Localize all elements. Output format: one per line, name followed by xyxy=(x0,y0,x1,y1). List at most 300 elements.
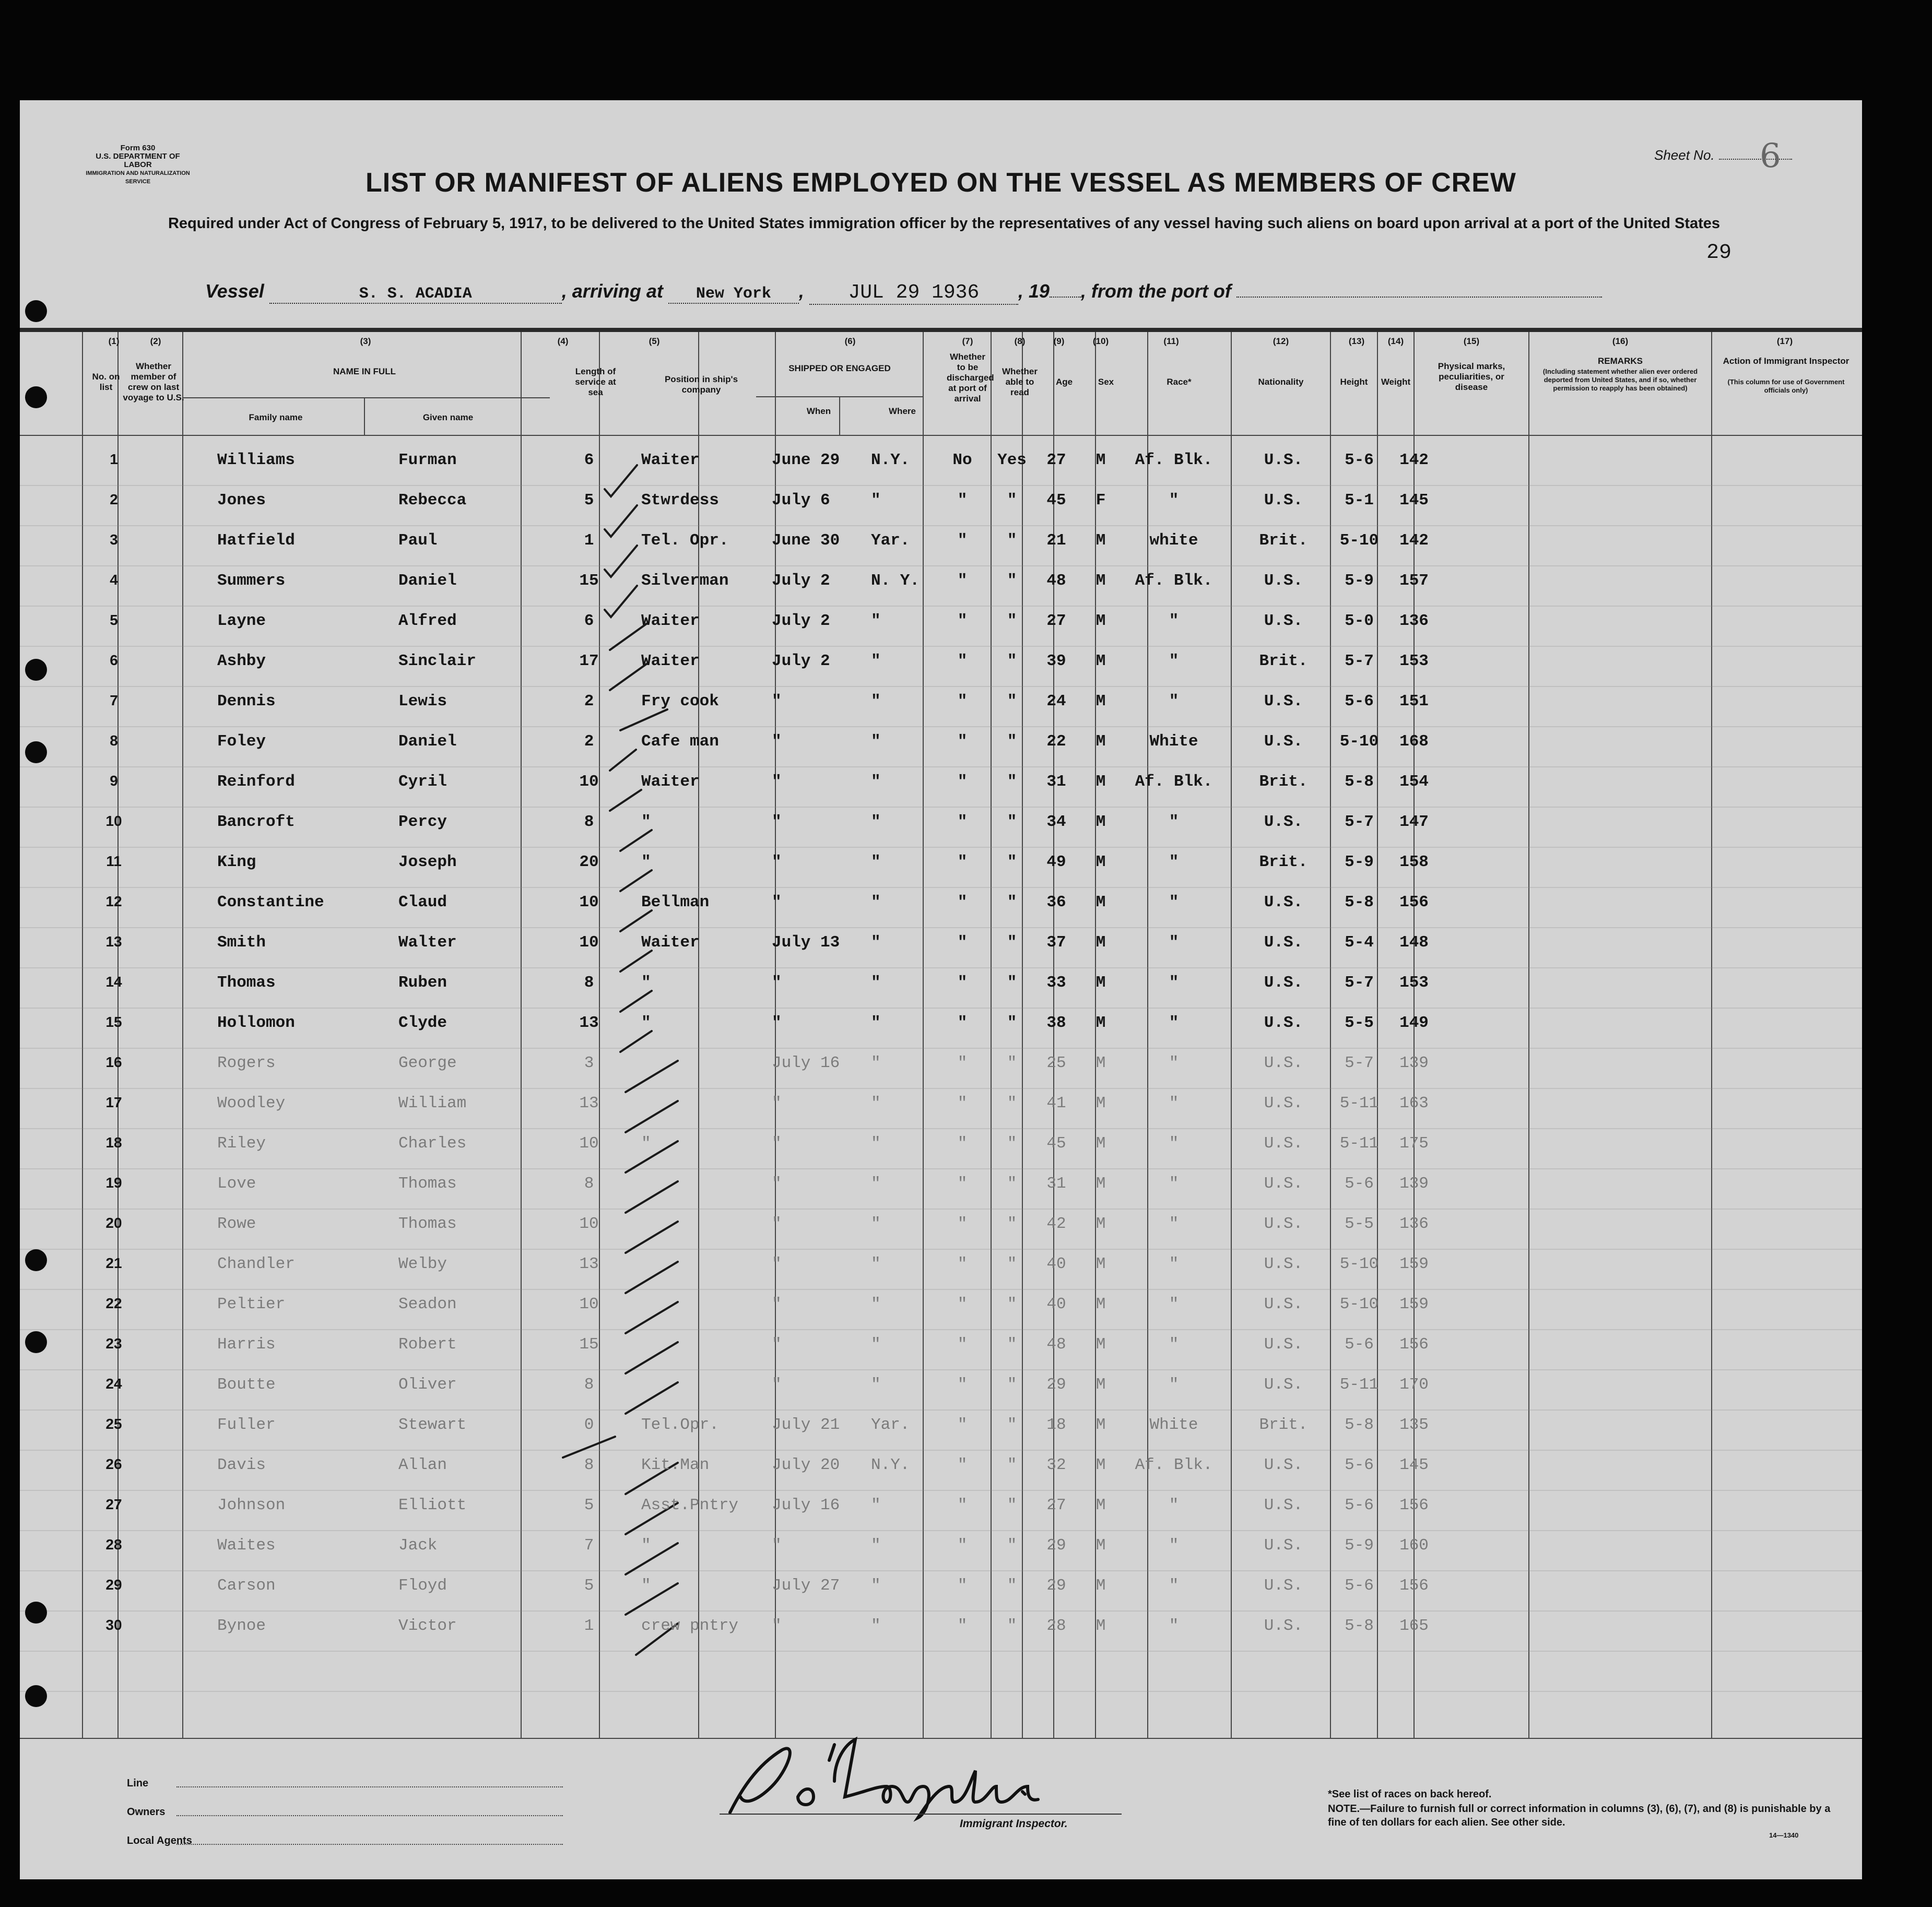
age: 27 xyxy=(1046,451,1066,469)
weight: 139 xyxy=(1399,1054,1429,1072)
to-be-discharged: " xyxy=(957,1416,968,1434)
length-of-service: 17 xyxy=(579,652,599,670)
shipped-when: July 20 xyxy=(772,1456,840,1474)
nationality: U.S. xyxy=(1264,1496,1303,1514)
nationality: U.S. xyxy=(1264,1577,1303,1595)
table-row xyxy=(20,491,1862,531)
height: 5-9 xyxy=(1345,853,1374,871)
shipped-where: " xyxy=(871,732,881,751)
table-row xyxy=(20,974,1862,1014)
col-head-last-voyage: Whether member of crew on last voyage to U.S. xyxy=(123,361,184,402)
height: 5-8 xyxy=(1345,1617,1374,1635)
to-be-discharged: " xyxy=(957,974,968,992)
to-be-discharged: " xyxy=(957,853,968,871)
nationality: U.S. xyxy=(1264,692,1303,710)
height: 5-1 xyxy=(1345,491,1374,510)
col-head-inspector-action: Action of Immigrant Inspector xyxy=(1723,356,1849,366)
manifest-subtitle: Required under Act of Congress of February 5, 1917, to be delivered to the United States immigration officer by the representatives of any vessel having such aliens on board upon arrival at a port of the United States xyxy=(168,215,1721,232)
height: 5-11 xyxy=(1339,1134,1379,1153)
height: 5-6 xyxy=(1345,1335,1374,1354)
shipped-where: " xyxy=(871,773,881,791)
sex: M xyxy=(1095,974,1106,992)
col-head-weight: Weight xyxy=(1381,377,1411,387)
shipped-when: July 27 xyxy=(772,1577,840,1595)
to-be-discharged: " xyxy=(957,1094,968,1112)
position: Waiter xyxy=(641,612,700,630)
sex: M xyxy=(1095,933,1106,952)
race: " xyxy=(1169,652,1179,670)
table-row xyxy=(20,1456,1862,1496)
shipped-where: " xyxy=(871,1536,881,1555)
row-number: 26 xyxy=(105,1456,122,1472)
given-name: Charles xyxy=(398,1134,467,1153)
position: " xyxy=(641,813,651,831)
position: Tel. Opr. xyxy=(641,531,729,550)
family-name: Williams xyxy=(217,451,295,469)
col-num-1: (1) xyxy=(108,336,120,346)
table-row xyxy=(20,1014,1862,1054)
given-name: Thomas xyxy=(398,1215,457,1233)
length-of-service: 8 xyxy=(584,813,594,831)
race: White xyxy=(1149,1416,1198,1434)
family-name: King xyxy=(217,853,256,871)
family-name: Hollomon xyxy=(217,1014,295,1032)
able-to-read: " xyxy=(1007,1094,1017,1112)
table-row xyxy=(20,1134,1862,1175)
sex: M xyxy=(1095,773,1106,791)
nationality: U.S. xyxy=(1264,1456,1303,1474)
family-name: Hatfield xyxy=(217,531,295,550)
col-num-9: (9) xyxy=(1053,336,1065,346)
length-of-service: 3 xyxy=(584,1054,594,1072)
able-to-read: " xyxy=(1007,572,1017,590)
age: 38 xyxy=(1046,1014,1066,1032)
nationality: U.S. xyxy=(1264,1134,1303,1153)
nationality: Brit. xyxy=(1259,1416,1308,1434)
table-row xyxy=(20,893,1862,933)
from-port-label: , from the port of xyxy=(1080,280,1231,302)
length-of-service: 0 xyxy=(584,1416,594,1434)
row-number: 18 xyxy=(105,1134,122,1151)
position: Waiter xyxy=(641,451,700,469)
shipped-when: " xyxy=(772,853,782,871)
given-name: Victor xyxy=(398,1617,457,1635)
age: 31 xyxy=(1046,773,1066,791)
race: " xyxy=(1169,1617,1179,1635)
nationality: U.S. xyxy=(1264,612,1303,630)
length-of-service: 5 xyxy=(584,1496,594,1514)
table-row xyxy=(20,933,1862,974)
punch-hole xyxy=(25,300,47,322)
age: 45 xyxy=(1046,1134,1066,1153)
position: Bellman xyxy=(641,893,710,911)
row-number: 21 xyxy=(105,1255,122,1271)
given-name: Stewart xyxy=(398,1416,467,1434)
nationality: U.S. xyxy=(1264,1014,1303,1032)
shipped-where: " xyxy=(871,813,881,831)
shipped-where: " xyxy=(871,1376,881,1394)
row-number: 17 xyxy=(105,1094,122,1110)
shipped-where: " xyxy=(871,933,881,952)
to-be-discharged: " xyxy=(957,893,968,911)
able-to-read: " xyxy=(1007,853,1017,871)
row-number: 28 xyxy=(105,1536,122,1553)
given-name: Allan xyxy=(398,1456,447,1474)
given-name: Floyd xyxy=(398,1577,447,1595)
to-be-discharged: " xyxy=(957,1134,968,1153)
given-name: Cyril xyxy=(398,773,447,791)
position: " xyxy=(641,853,651,871)
sex: M xyxy=(1095,1617,1106,1635)
family-name: Summers xyxy=(217,572,286,590)
sex: M xyxy=(1095,1295,1106,1313)
table-row xyxy=(20,1295,1862,1335)
shipped-when: June 30 xyxy=(772,531,840,550)
family-name: Chandler xyxy=(217,1255,295,1273)
table-row xyxy=(20,1376,1862,1416)
height: 5-5 xyxy=(1345,1014,1374,1032)
sex: M xyxy=(1095,1014,1106,1032)
punch-hole xyxy=(25,1331,47,1353)
race: " xyxy=(1169,1134,1179,1153)
height: 5-7 xyxy=(1345,813,1374,831)
family-name: Layne xyxy=(217,612,266,630)
nationality: U.S. xyxy=(1264,893,1303,911)
length-of-service: 10 xyxy=(579,1215,599,1233)
sex: M xyxy=(1095,692,1106,710)
age: 27 xyxy=(1046,1496,1066,1514)
shipped-where: " xyxy=(871,612,881,630)
shipped-when: July 6 xyxy=(772,491,830,510)
shipped-when: " xyxy=(772,1376,782,1394)
weight: 159 xyxy=(1399,1255,1429,1273)
vessel-line: Vessel S. S. ACADIA , arriving at New York , JUL 29 1936 , 19 , from the port of xyxy=(205,280,1602,305)
race: " xyxy=(1169,813,1179,831)
race: white xyxy=(1149,531,1198,550)
height: 5-7 xyxy=(1345,1054,1374,1072)
length-of-service: 7 xyxy=(584,1536,594,1555)
punch-hole xyxy=(25,1249,47,1271)
able-to-read: " xyxy=(1007,933,1017,952)
row-number: 11 xyxy=(106,853,122,869)
race: Af. Blk. xyxy=(1135,773,1213,791)
shipped-when: " xyxy=(772,773,782,791)
shipped-when: July 16 xyxy=(772,1496,840,1514)
table-row xyxy=(20,451,1862,491)
col-num-7: (7) xyxy=(962,336,973,346)
weight: 163 xyxy=(1399,1094,1429,1112)
able-to-read: " xyxy=(1007,1134,1017,1153)
length-of-service: 10 xyxy=(579,933,599,952)
to-be-discharged: " xyxy=(957,1054,968,1072)
given-name: Daniel xyxy=(398,572,457,590)
weight: 175 xyxy=(1399,1134,1429,1153)
given-name: Joseph xyxy=(398,853,457,871)
row-number: 8 xyxy=(110,732,118,749)
age: 22 xyxy=(1046,732,1066,751)
to-be-discharged: " xyxy=(957,1175,968,1193)
nationality: U.S. xyxy=(1264,732,1303,751)
race: " xyxy=(1169,1376,1179,1394)
col-head-remarks: REMARKS xyxy=(1598,356,1643,366)
weight: 149 xyxy=(1399,1014,1429,1032)
able-to-read: " xyxy=(1007,1175,1017,1193)
race: Af. Blk. xyxy=(1135,572,1213,590)
col-num-8: (8) xyxy=(1014,336,1026,346)
age: 42 xyxy=(1046,1215,1066,1233)
sex: M xyxy=(1095,1496,1106,1514)
shipped-when: " xyxy=(772,1536,782,1555)
weight: 170 xyxy=(1399,1376,1429,1394)
col-num-6: (6) xyxy=(844,336,856,346)
table-row xyxy=(20,1416,1862,1456)
row-number: 19 xyxy=(105,1175,122,1191)
shipped-when: " xyxy=(772,1255,782,1273)
table-row xyxy=(20,773,1862,813)
row-number: 29 xyxy=(105,1577,122,1593)
shipped-where: N.Y. xyxy=(871,1456,910,1474)
shipped-when: " xyxy=(772,1134,782,1153)
table-row xyxy=(20,1175,1862,1215)
length-of-service: 8 xyxy=(584,1175,594,1193)
col-head-nationality: Nationality xyxy=(1258,377,1304,387)
shipped-where: Yar. xyxy=(871,531,910,550)
shipped-when: " xyxy=(772,1215,782,1233)
position: Waiter xyxy=(641,652,700,670)
length-of-service: 2 xyxy=(584,692,594,710)
sex: M xyxy=(1095,1577,1106,1595)
to-be-discharged: " xyxy=(957,652,968,670)
row-number: 5 xyxy=(110,612,118,628)
race: " xyxy=(1169,1255,1179,1273)
row-number: 16 xyxy=(105,1054,122,1070)
table-row xyxy=(20,1617,1862,1657)
length-of-service: 20 xyxy=(579,853,599,871)
length-of-service: 13 xyxy=(579,1094,599,1112)
family-name: Davis xyxy=(217,1456,266,1474)
shipped-where: " xyxy=(871,1014,881,1032)
year-label: , 19 xyxy=(1018,280,1050,302)
sex: M xyxy=(1095,652,1106,670)
given-name: Jack xyxy=(398,1536,438,1555)
age: 29 xyxy=(1046,1376,1066,1394)
race-note: *See list of races on back hereof. xyxy=(1328,1788,1492,1800)
given-name: Oliver xyxy=(398,1376,457,1394)
family-name: Bancroft xyxy=(217,813,295,831)
given-name: Thomas xyxy=(398,1175,457,1193)
race: " xyxy=(1169,692,1179,710)
able-to-read: " xyxy=(1007,1536,1017,1555)
given-name: Alfred xyxy=(398,612,457,630)
height: 5-11 xyxy=(1339,1376,1379,1394)
able-to-read: " xyxy=(1007,1054,1017,1072)
given-name: Furman xyxy=(398,451,457,469)
position: Waiter xyxy=(641,773,700,791)
col-head-name-in-full: NAME IN FULL xyxy=(333,366,396,376)
sex: M xyxy=(1095,1255,1106,1273)
age: 21 xyxy=(1046,531,1066,550)
table-row xyxy=(20,652,1862,692)
able-to-read: " xyxy=(1007,1335,1017,1354)
service-name: IMMIGRATION AND NATURALIZATION SERVICE xyxy=(86,170,190,185)
height: 5-6 xyxy=(1345,692,1374,710)
given-name: Elliott xyxy=(398,1496,467,1514)
row-number: 24 xyxy=(105,1376,122,1392)
sex: M xyxy=(1095,572,1106,590)
weight: 135 xyxy=(1399,1416,1429,1434)
table-row xyxy=(20,572,1862,612)
age: 33 xyxy=(1046,974,1066,992)
family-name: Foley xyxy=(217,732,266,751)
shipped-when: " xyxy=(772,1295,782,1313)
position: crew pntry xyxy=(641,1617,739,1635)
family-name: Woodley xyxy=(217,1094,286,1112)
local-agents-label: Local Agents xyxy=(127,1835,192,1846)
able-to-read: " xyxy=(1007,732,1017,751)
length-of-service: 2 xyxy=(584,732,594,751)
weight: 156 xyxy=(1399,1335,1429,1354)
family-name: Rogers xyxy=(217,1054,276,1072)
age: 40 xyxy=(1046,1255,1066,1273)
shipped-where: " xyxy=(871,692,881,710)
col-sub-where: Where xyxy=(889,406,916,416)
length-of-service: 1 xyxy=(584,1617,594,1635)
age: 27 xyxy=(1046,612,1066,630)
sex: M xyxy=(1095,1456,1106,1474)
local-agents-blank xyxy=(176,1844,563,1845)
given-name: Claud xyxy=(398,893,447,911)
family-name: Rowe xyxy=(217,1215,256,1233)
length-of-service: 5 xyxy=(584,491,594,510)
shipped-when: " xyxy=(772,813,782,831)
to-be-discharged: " xyxy=(957,732,968,751)
weight: 160 xyxy=(1399,1536,1429,1555)
weight: 156 xyxy=(1399,1577,1429,1595)
length-of-service: 1 xyxy=(584,531,594,550)
col-num-3: (3) xyxy=(360,336,371,346)
nationality: U.S. xyxy=(1264,1094,1303,1112)
shipped-when: " xyxy=(772,893,782,911)
shipped-when: " xyxy=(772,692,782,710)
family-name: Smith xyxy=(217,933,266,952)
col-head-physical-marks: Physical marks, peculiarities, or disease xyxy=(1438,361,1505,392)
to-be-discharged: No xyxy=(952,451,972,469)
col-head-length-service: Length of service at sea xyxy=(575,366,616,397)
race: " xyxy=(1169,1215,1179,1233)
shipped-where: " xyxy=(871,1335,881,1354)
position: Cafe man xyxy=(641,732,719,751)
col-head-race: Race* xyxy=(1167,377,1192,387)
header-rule xyxy=(20,328,1862,332)
col-sub-remarks-note: (Including statement whether alien ever ordered deported from United States, and if so, whether permission to reapply has been obtained) xyxy=(1542,368,1698,392)
sex: M xyxy=(1095,1094,1106,1112)
row-number: 30 xyxy=(105,1617,122,1633)
line-label: Line xyxy=(127,1778,149,1789)
age: 29 xyxy=(1046,1577,1066,1595)
height: 5-8 xyxy=(1345,893,1374,911)
sex: M xyxy=(1095,893,1106,911)
weight: 154 xyxy=(1399,773,1429,791)
col-head-sex: Sex xyxy=(1098,377,1114,387)
race: " xyxy=(1169,853,1179,871)
race: " xyxy=(1169,1295,1179,1313)
sheet-number-value: 6 xyxy=(1760,137,1781,175)
able-to-read: " xyxy=(1007,1416,1017,1434)
row-number: 3 xyxy=(110,531,118,548)
row-number: 1 xyxy=(110,451,118,467)
age: 24 xyxy=(1046,692,1066,710)
height: 5-6 xyxy=(1345,1456,1374,1474)
length-of-service: 8 xyxy=(584,1376,594,1394)
col-num-13: (13) xyxy=(1348,336,1365,346)
family-name: Riley xyxy=(217,1134,266,1153)
shipped-when: " xyxy=(772,732,782,751)
race: " xyxy=(1169,1094,1179,1112)
age: 48 xyxy=(1046,1335,1066,1354)
height: 5-5 xyxy=(1345,1215,1374,1233)
to-be-discharged: " xyxy=(957,491,968,510)
length-of-service: 8 xyxy=(584,1456,594,1474)
weight: 156 xyxy=(1399,1496,1429,1514)
shipped-when: July 16 xyxy=(772,1054,840,1072)
shipped-where: " xyxy=(871,974,881,992)
position: " xyxy=(641,974,651,992)
weight: 168 xyxy=(1399,732,1429,751)
col-sub-family-name: Family name xyxy=(249,412,303,422)
age: 36 xyxy=(1046,893,1066,911)
nationality: U.S. xyxy=(1264,1376,1303,1394)
shipped-where: " xyxy=(871,1175,881,1193)
able-to-read: " xyxy=(1007,1577,1017,1595)
length-of-service: 6 xyxy=(584,451,594,469)
col-head-position: Position in ship's company xyxy=(664,374,738,395)
col-num-17: (17) xyxy=(1776,336,1793,346)
position: Kit.Man xyxy=(641,1456,710,1474)
table-row xyxy=(20,1255,1862,1295)
age: 48 xyxy=(1046,572,1066,590)
height: 5-6 xyxy=(1345,451,1374,469)
given-name: Daniel xyxy=(398,732,457,751)
to-be-discharged: " xyxy=(957,1496,968,1514)
family-name: Fuller xyxy=(217,1416,276,1434)
height: 5-8 xyxy=(1345,1416,1374,1434)
table-row xyxy=(20,1577,1862,1617)
arriving-port: New York xyxy=(668,285,799,304)
shipped-when: " xyxy=(772,974,782,992)
able-to-read: " xyxy=(1007,692,1017,710)
to-be-discharged: " xyxy=(957,531,968,550)
shipped-where: N.Y. xyxy=(871,451,910,469)
to-be-discharged: " xyxy=(957,1295,968,1313)
length-of-service: 8 xyxy=(584,974,594,992)
length-of-service: 13 xyxy=(579,1255,599,1273)
position: Waiter xyxy=(641,933,700,952)
able-to-read: " xyxy=(1007,531,1017,550)
length-of-service: 10 xyxy=(579,1134,599,1153)
height: 5-6 xyxy=(1345,1496,1374,1514)
arriving-label: , arriving at xyxy=(561,280,663,302)
shipped-when: " xyxy=(772,1335,782,1354)
col-head-shipped: SHIPPED OR ENGAGED xyxy=(788,363,891,373)
position: " xyxy=(641,1577,651,1595)
sex: M xyxy=(1095,451,1106,469)
family-name: Dennis xyxy=(217,692,276,710)
col-num-2: (2) xyxy=(150,336,161,346)
nationality: U.S. xyxy=(1264,1536,1303,1555)
col-head-able-read: Whether able to read xyxy=(1002,366,1038,397)
weight: 165 xyxy=(1399,1617,1429,1635)
nationality: U.S. xyxy=(1264,1175,1303,1193)
